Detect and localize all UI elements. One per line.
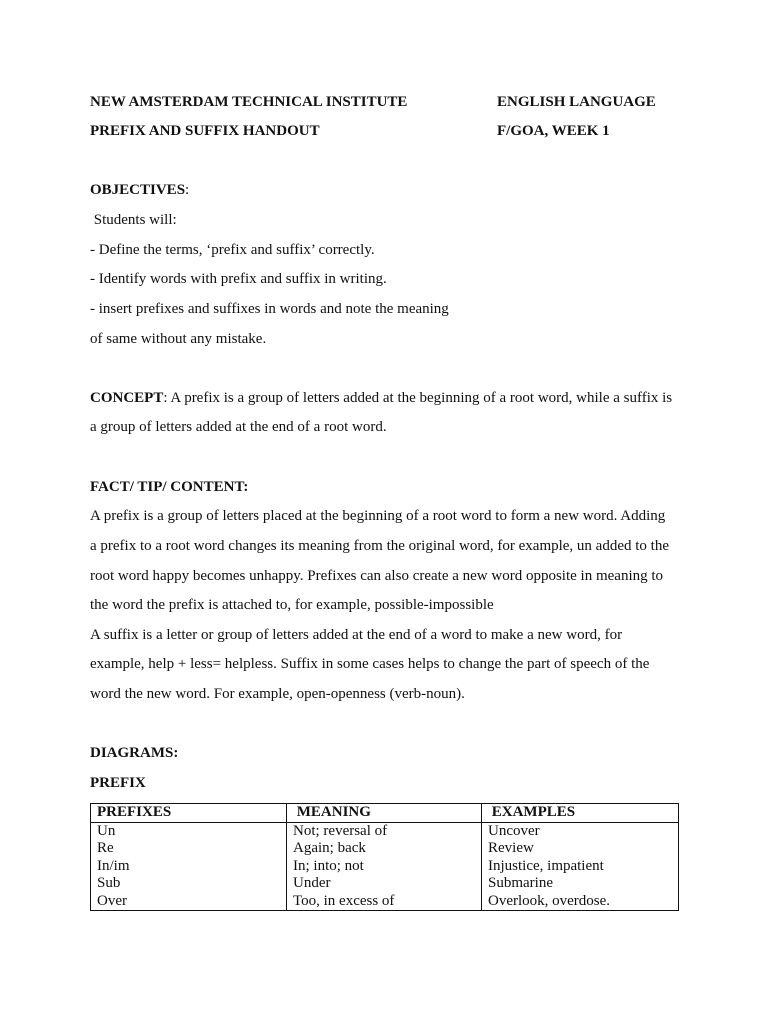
example-cell: Review [488, 840, 534, 856]
objective-item: - Define the terms, ‘prefix and suffix’ correctly. [90, 242, 375, 258]
fact-line: the word the prefix is attached to, for example, possible-impossible [90, 597, 494, 613]
column-header-prefixes: PREFIXES [91, 804, 287, 823]
column-header-meaning: MEANING [287, 804, 482, 823]
prefix-cell: Re [97, 840, 114, 856]
example-cell: Injustice, impatient [488, 857, 604, 874]
fact-line: word the new word. For example, open-openness (verb-noun). [90, 686, 465, 702]
objectives-heading: OBJECTIVES [90, 182, 186, 198]
prefix-cell: Over [97, 892, 127, 909]
objective-item: - Identify words with prefix and suffix in writing. [90, 271, 387, 287]
example-cell: Uncover [488, 822, 540, 839]
institute-name: NEW AMSTERDAM TECHNICAL INSTITUTE [90, 94, 408, 110]
example-cell: Overlook, overdose. [488, 892, 611, 909]
meaning-cell: In; into; not [293, 857, 364, 874]
example-cell: Submarine [488, 875, 553, 891]
prefix-heading: PREFIX [90, 775, 146, 791]
fact-line: a prefix to a root word changes its meaning from the original word, for example, un added to the [90, 538, 669, 554]
table-header-row [91, 804, 679, 823]
diagrams-heading: DIAGRAMS: [90, 745, 179, 761]
prefix-cell: In/im [97, 857, 130, 874]
objectives-intro: Students will: [90, 212, 177, 228]
objectives-heading-line [90, 180, 189, 200]
fact-line: A suffix is a letter or group of letters added at the end of a word to make a new word, for [90, 627, 623, 643]
table-cell [287, 822, 482, 911]
meaning-cell: Under [293, 875, 331, 891]
concept-text: : A prefix is a group of letters added at the beginning of a root word, while a suffix is [163, 390, 673, 406]
prefix-cell: Sub [97, 875, 121, 891]
objective-item: of same without any mistake. [90, 331, 267, 347]
meaning-cell: Not; reversal of [293, 822, 388, 839]
concept-heading: CONCEPT [90, 390, 164, 406]
table-cell [91, 822, 287, 911]
objectives-colon: : [185, 182, 190, 198]
concept-text: a group of letters added at the end of a root word. [90, 419, 387, 435]
concept-paragraph [90, 388, 672, 408]
prefix-table [90, 803, 679, 911]
table-row [91, 822, 679, 911]
prefix-cell: Un [97, 822, 116, 839]
fact-line: A prefix is a group of letters placed at the beginning of a root word to form a new word. Adding [90, 508, 666, 524]
column-header-examples: EXAMPLES [482, 804, 679, 823]
handout-title: PREFIX AND SUFFIX HANDOUT [90, 123, 320, 139]
class-week: F/GOA, WEEK 1 [497, 123, 610, 139]
meaning-cell: Too, in excess of [293, 892, 395, 909]
fact-heading: FACT/ TIP/ CONTENT: [90, 479, 249, 495]
fact-line: root word happy becomes unhappy. Prefixes can also create a new word opposite in meaning to [90, 568, 664, 584]
subject-name: ENGLISH LANGUAGE [497, 94, 656, 110]
table-cell [482, 822, 679, 911]
meaning-cell: Again; back [293, 840, 366, 856]
objective-item: - insert prefixes and suffixes in words and note the meaning [90, 301, 449, 317]
fact-line: example, help + less= helpless. Suffix in some cases helps to change the part of speech of the [90, 656, 650, 672]
